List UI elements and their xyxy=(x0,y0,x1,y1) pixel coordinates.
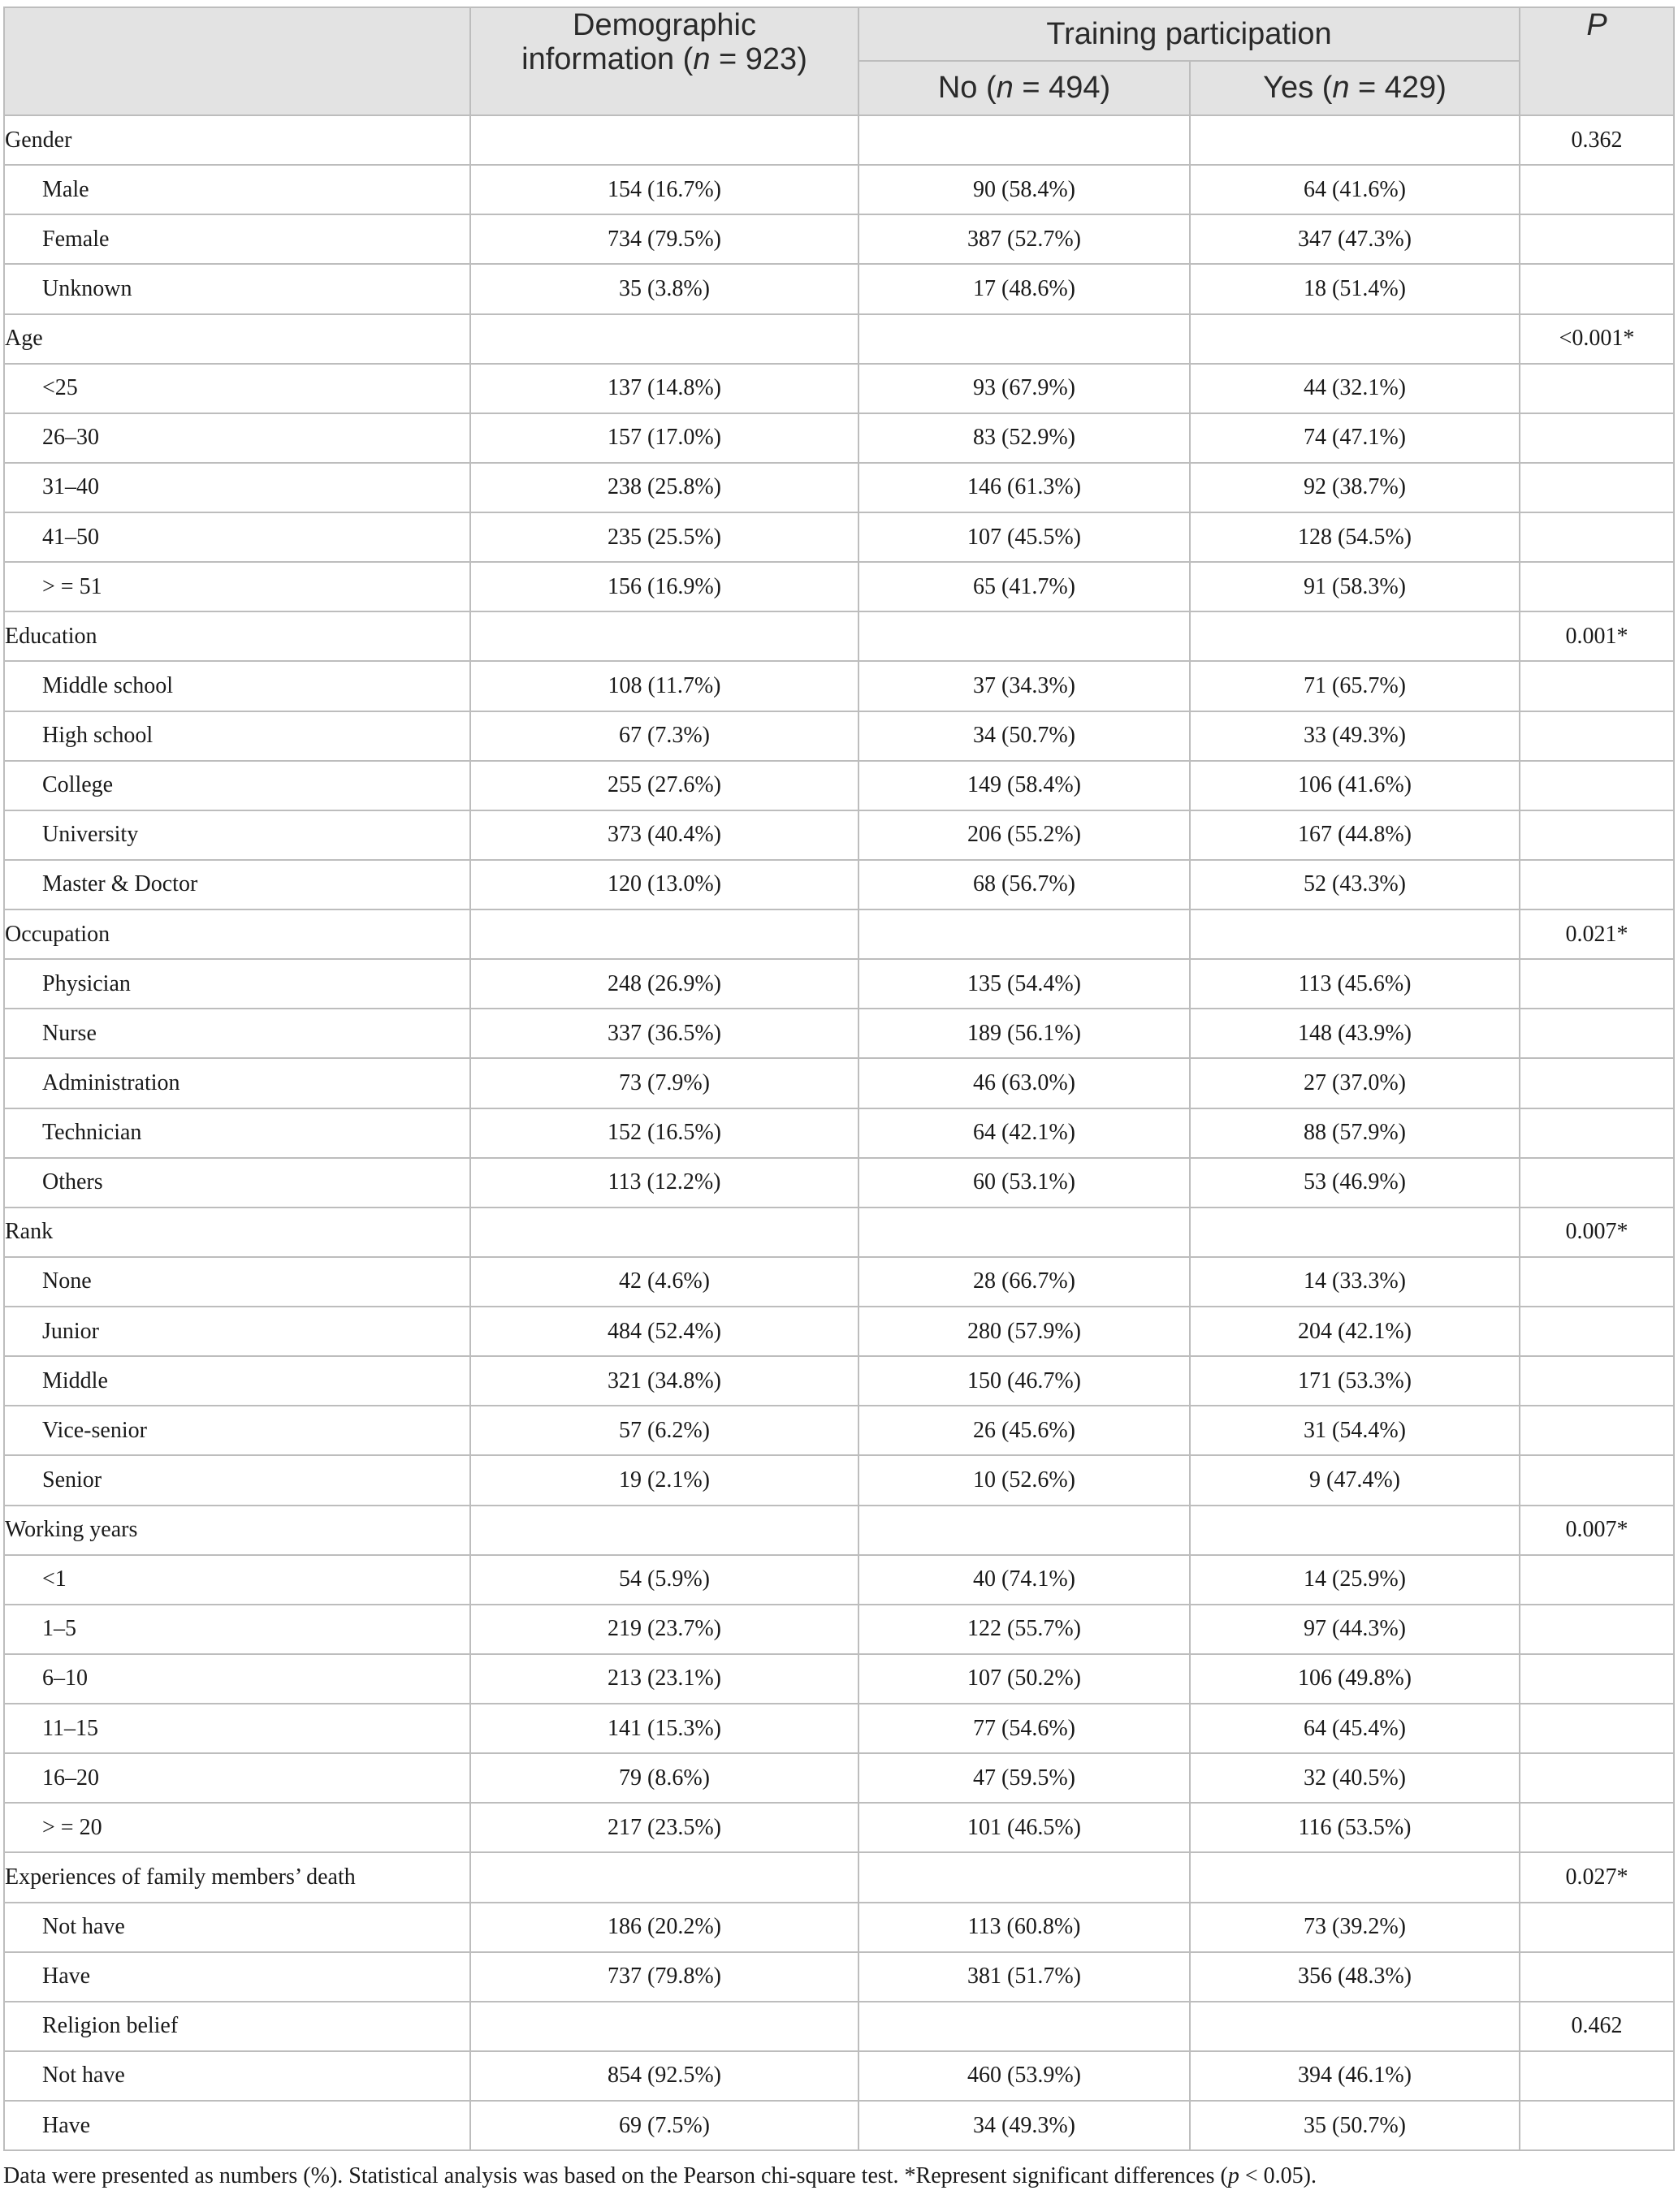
row-label: Working years xyxy=(4,1506,470,1555)
cell-training-no: 90 (58.4%) xyxy=(858,165,1190,214)
table-row xyxy=(4,1406,1674,1455)
table-row xyxy=(4,463,1674,512)
cell-demographic: 154 (16.7%) xyxy=(470,165,858,214)
cell-training-no: 135 (54.4%) xyxy=(858,959,1190,1009)
cell-training-no: 83 (52.9%) xyxy=(858,413,1190,463)
table-row xyxy=(4,1506,1674,1555)
cell-p-value: 0.021* xyxy=(1520,909,1674,959)
cell-training-no: 17 (48.6%) xyxy=(858,264,1190,313)
cell-training-yes: 14 (25.9%) xyxy=(1190,1555,1520,1605)
cell-p-value xyxy=(1520,562,1674,611)
cell-p-value xyxy=(1520,1803,1674,1852)
table-row xyxy=(4,562,1674,611)
footnote xyxy=(3,2163,1673,2189)
row-label: 6–10 xyxy=(4,1654,470,1704)
cell-training-yes: 88 (57.9%) xyxy=(1190,1108,1520,1158)
cell-training-yes: 347 (47.3%) xyxy=(1190,214,1520,264)
cell-p-value: 0.027* xyxy=(1520,1852,1674,1902)
cell-training-no: 26 (45.6%) xyxy=(858,1406,1190,1455)
row-label: Junior xyxy=(4,1307,470,1356)
table-row xyxy=(4,1356,1674,1406)
cell-training-yes: 35 (50.7%) xyxy=(1190,2101,1520,2150)
cell-training-yes: 167 (44.8%) xyxy=(1190,810,1520,860)
footnote-text-before: Data were presented as numbers (%). Statistical analysis was based on the Pearson chi-square test. *Represent significant differences ( xyxy=(3,2163,1228,2188)
cell-p-value xyxy=(1520,214,1674,264)
cell-p-value xyxy=(1520,1257,1674,1307)
cell-training-yes: 33 (49.3%) xyxy=(1190,711,1520,761)
row-label: None xyxy=(4,1257,470,1307)
cell-p-value xyxy=(1520,364,1674,413)
cell-training-no: 65 (41.7%) xyxy=(858,562,1190,611)
cell-demographic: 734 (79.5%) xyxy=(470,214,858,264)
cell-demographic: 238 (25.8%) xyxy=(470,463,858,512)
cell-demographic xyxy=(470,1208,858,1257)
cell-training-no: 28 (66.7%) xyxy=(858,1257,1190,1307)
row-label: Have xyxy=(4,2101,470,2150)
cell-p-value xyxy=(1520,2051,1674,2101)
cell-demographic: 57 (6.2%) xyxy=(470,1406,858,1455)
cell-training-no xyxy=(858,1506,1190,1555)
table-row xyxy=(4,115,1674,165)
table-row xyxy=(4,1108,1674,1158)
cell-training-no xyxy=(858,115,1190,165)
cell-demographic: 484 (52.4%) xyxy=(470,1307,858,1356)
cell-training-no: 47 (59.5%) xyxy=(858,1753,1190,1803)
table-row xyxy=(4,1555,1674,1605)
cell-training-yes: 14 (33.3%) xyxy=(1190,1257,1520,1307)
cell-training-no: 387 (52.7%) xyxy=(858,214,1190,264)
row-label: Unknown xyxy=(4,264,470,313)
row-label: Education xyxy=(4,611,470,661)
table-row xyxy=(4,1058,1674,1108)
cell-p-value xyxy=(1520,463,1674,512)
cell-p-value xyxy=(1520,1903,1674,1952)
cell-training-yes: 53 (46.9%) xyxy=(1190,1158,1520,1208)
table-row xyxy=(4,1257,1674,1307)
cell-training-yes: 106 (49.8%) xyxy=(1190,1654,1520,1704)
row-label: Male xyxy=(4,165,470,214)
cell-training-yes: 31 (54.4%) xyxy=(1190,1406,1520,1455)
table-row xyxy=(4,314,1674,364)
row-label: Have xyxy=(4,1952,470,2002)
footnote-p-symbol: p xyxy=(1227,2163,1239,2188)
cell-training-yes: 44 (32.1%) xyxy=(1190,364,1520,413)
row-label: 41–50 xyxy=(4,512,470,562)
row-label: Age xyxy=(4,314,470,364)
table-row xyxy=(4,512,1674,562)
cell-p-value xyxy=(1520,1555,1674,1605)
header-p-symbol: P xyxy=(1586,8,1607,42)
cell-p-value xyxy=(1520,1108,1674,1158)
cell-p-value xyxy=(1520,1158,1674,1208)
cell-training-no xyxy=(858,1208,1190,1257)
cell-p-value xyxy=(1520,1605,1674,1654)
cell-p-value xyxy=(1520,512,1674,562)
cell-training-no: 64 (42.1%) xyxy=(858,1108,1190,1158)
data-table xyxy=(3,6,1675,2151)
cell-demographic: 35 (3.8%) xyxy=(470,264,858,313)
cell-demographic: 156 (16.9%) xyxy=(470,562,858,611)
row-label: Others xyxy=(4,1158,470,1208)
table-row xyxy=(4,1704,1674,1753)
table-row xyxy=(4,364,1674,413)
table-row xyxy=(4,2051,1674,2101)
cell-training-no: 10 (52.6%) xyxy=(858,1455,1190,1505)
header-no-post: = 494) xyxy=(1013,71,1111,105)
cell-training-yes: 27 (37.0%) xyxy=(1190,1058,1520,1108)
row-label: Middle xyxy=(4,1356,470,1406)
cell-training-yes: 97 (44.3%) xyxy=(1190,1605,1520,1654)
header-no-pre: No ( xyxy=(937,71,997,105)
header-p xyxy=(1520,7,1674,115)
table-header xyxy=(4,7,1674,115)
cell-training-no xyxy=(858,611,1190,661)
cell-demographic: 219 (23.7%) xyxy=(470,1605,858,1654)
cell-p-value: <0.001* xyxy=(1520,314,1674,364)
cell-training-no xyxy=(858,909,1190,959)
cell-training-no: 68 (56.7%) xyxy=(858,860,1190,909)
cell-p-value xyxy=(1520,810,1674,860)
table-row xyxy=(4,165,1674,214)
cell-demographic xyxy=(470,2002,858,2051)
cell-demographic: 54 (5.9%) xyxy=(470,1555,858,1605)
cell-training-yes: 71 (65.7%) xyxy=(1190,661,1520,711)
row-label: 11–15 xyxy=(4,1704,470,1753)
cell-training-yes: 52 (43.3%) xyxy=(1190,860,1520,909)
row-label: College xyxy=(4,761,470,810)
cell-training-yes: 74 (47.1%) xyxy=(1190,413,1520,463)
cell-training-yes: 64 (41.6%) xyxy=(1190,165,1520,214)
cell-p-value: 0.362 xyxy=(1520,115,1674,165)
cell-training-no: 60 (53.1%) xyxy=(858,1158,1190,1208)
cell-demographic: 113 (12.2%) xyxy=(470,1158,858,1208)
cell-p-value: 0.001* xyxy=(1520,611,1674,661)
cell-demographic xyxy=(470,1852,858,1902)
cell-training-yes: 171 (53.3%) xyxy=(1190,1356,1520,1406)
row-label: Not have xyxy=(4,1903,470,1952)
table-row xyxy=(4,2101,1674,2150)
cell-training-no: 381 (51.7%) xyxy=(858,1952,1190,2002)
cell-training-no: 101 (46.5%) xyxy=(858,1803,1190,1852)
cell-training-yes: 64 (45.4%) xyxy=(1190,1704,1520,1753)
cell-training-yes: 91 (58.3%) xyxy=(1190,562,1520,611)
table-row xyxy=(4,810,1674,860)
cell-demographic xyxy=(470,909,858,959)
table-row xyxy=(4,413,1674,463)
row-label: Occupation xyxy=(4,909,470,959)
cell-training-yes: 356 (48.3%) xyxy=(1190,1952,1520,2002)
table-row xyxy=(4,2002,1674,2051)
table-row xyxy=(4,1009,1674,1058)
row-label: High school xyxy=(4,711,470,761)
row-label: > = 51 xyxy=(4,562,470,611)
cell-training-yes: 73 (39.2%) xyxy=(1190,1903,1520,1952)
cell-training-no: 149 (58.4%) xyxy=(858,761,1190,810)
cell-p-value xyxy=(1520,1058,1674,1108)
cell-training-yes xyxy=(1190,1506,1520,1555)
cell-training-yes xyxy=(1190,314,1520,364)
cell-demographic: 120 (13.0%) xyxy=(470,860,858,909)
cell-p-value xyxy=(1520,711,1674,761)
header-yes-pre: Yes ( xyxy=(1263,71,1333,105)
row-label: 26–30 xyxy=(4,413,470,463)
cell-training-yes: 32 (40.5%) xyxy=(1190,1753,1520,1803)
row-label: Senior xyxy=(4,1455,470,1505)
cell-training-no: 77 (54.6%) xyxy=(858,1704,1190,1753)
cell-demographic: 337 (36.5%) xyxy=(470,1009,858,1058)
table-row xyxy=(4,1852,1674,1902)
cell-training-no: 34 (50.7%) xyxy=(858,711,1190,761)
table-row xyxy=(4,860,1674,909)
cell-demographic: 157 (17.0%) xyxy=(470,413,858,463)
cell-demographic: 79 (8.6%) xyxy=(470,1753,858,1803)
row-label: University xyxy=(4,810,470,860)
cell-training-yes: 204 (42.1%) xyxy=(1190,1307,1520,1356)
cell-demographic xyxy=(470,115,858,165)
cell-p-value xyxy=(1520,1753,1674,1803)
header-yes-post: = 429) xyxy=(1349,71,1447,105)
cell-training-yes: 92 (38.7%) xyxy=(1190,463,1520,512)
row-label: 1–5 xyxy=(4,1605,470,1654)
cell-demographic: 213 (23.1%) xyxy=(470,1654,858,1704)
cell-training-no: 113 (60.8%) xyxy=(858,1903,1190,1952)
row-label: <25 xyxy=(4,364,470,413)
cell-training-no xyxy=(858,1852,1190,1902)
cell-p-value xyxy=(1520,1654,1674,1704)
cell-p-value xyxy=(1520,264,1674,313)
table-row xyxy=(4,959,1674,1009)
row-label: Vice-senior xyxy=(4,1406,470,1455)
cell-demographic: 108 (11.7%) xyxy=(470,661,858,711)
cell-training-no: 34 (49.3%) xyxy=(858,2101,1190,2150)
table-row xyxy=(4,1654,1674,1704)
table-row xyxy=(4,1208,1674,1257)
row-label: Gender xyxy=(4,115,470,165)
cell-p-value: 0.462 xyxy=(1520,2002,1674,2051)
cell-p-value xyxy=(1520,2101,1674,2150)
cell-p-value xyxy=(1520,1952,1674,2002)
cell-training-no: 46 (63.0%) xyxy=(858,1058,1190,1108)
row-label: 31–40 xyxy=(4,463,470,512)
header-demographic xyxy=(470,7,858,115)
cell-training-no: 146 (61.3%) xyxy=(858,463,1190,512)
row-label: Not have xyxy=(4,2051,470,2101)
cell-training-yes xyxy=(1190,2002,1520,2051)
table-row xyxy=(4,264,1674,313)
cell-p-value: 0.007* xyxy=(1520,1208,1674,1257)
cell-training-yes: 394 (46.1%) xyxy=(1190,2051,1520,2101)
cell-training-yes xyxy=(1190,909,1520,959)
cell-training-no: 460 (53.9%) xyxy=(858,2051,1190,2101)
cell-p-value xyxy=(1520,1307,1674,1356)
cell-training-yes: 148 (43.9%) xyxy=(1190,1009,1520,1058)
cell-p-value xyxy=(1520,860,1674,909)
cell-training-yes xyxy=(1190,1208,1520,1257)
table-row xyxy=(4,1952,1674,2002)
row-label: Middle school xyxy=(4,661,470,711)
row-label: Experiences of family members’ death xyxy=(4,1852,470,1902)
cell-demographic: 186 (20.2%) xyxy=(470,1903,858,1952)
cell-demographic: 248 (26.9%) xyxy=(470,959,858,1009)
cell-p-value xyxy=(1520,165,1674,214)
cell-p-value xyxy=(1520,413,1674,463)
cell-training-no xyxy=(858,314,1190,364)
cell-training-yes: 9 (47.4%) xyxy=(1190,1455,1520,1505)
cell-p-value xyxy=(1520,1704,1674,1753)
cell-training-yes xyxy=(1190,611,1520,661)
row-label: Rank xyxy=(4,1208,470,1257)
cell-demographic: 737 (79.8%) xyxy=(470,1952,858,2002)
header-yes xyxy=(1190,61,1520,115)
cell-demographic: 42 (4.6%) xyxy=(470,1257,858,1307)
header-no-n: n xyxy=(996,71,1014,105)
cell-p-value xyxy=(1520,761,1674,810)
cell-demographic: 854 (92.5%) xyxy=(470,2051,858,2101)
header-demographic-n: n xyxy=(693,42,711,76)
row-label: Religion belief xyxy=(4,2002,470,2051)
cell-demographic: 373 (40.4%) xyxy=(470,810,858,860)
cell-demographic: 137 (14.8%) xyxy=(470,364,858,413)
cell-training-no: 122 (55.7%) xyxy=(858,1605,1190,1654)
header-demographic-line2-pre: information ( xyxy=(521,42,694,76)
cell-training-no: 37 (34.3%) xyxy=(858,661,1190,711)
cell-p-value xyxy=(1520,1455,1674,1505)
cell-demographic: 73 (7.9%) xyxy=(470,1058,858,1108)
cell-demographic: 321 (34.8%) xyxy=(470,1356,858,1406)
table-row xyxy=(4,1753,1674,1803)
table-row xyxy=(4,214,1674,264)
cell-p-value xyxy=(1520,1356,1674,1406)
row-label: 16–20 xyxy=(4,1753,470,1803)
header-yes-n: n xyxy=(1332,71,1350,105)
cell-p-value xyxy=(1520,959,1674,1009)
table-row xyxy=(4,711,1674,761)
table-row xyxy=(4,909,1674,959)
cell-training-yes: 128 (54.5%) xyxy=(1190,512,1520,562)
header-demographic-line1: Demographic xyxy=(573,8,756,42)
row-label: Physician xyxy=(4,959,470,1009)
cell-training-no: 107 (50.2%) xyxy=(858,1654,1190,1704)
row-label: Administration xyxy=(4,1058,470,1108)
cell-training-no: 107 (45.5%) xyxy=(858,512,1190,562)
cell-p-value: 0.007* xyxy=(1520,1506,1674,1555)
table-row xyxy=(4,1903,1674,1952)
cell-demographic: 19 (2.1%) xyxy=(470,1455,858,1505)
cell-demographic: 67 (7.3%) xyxy=(470,711,858,761)
header-no xyxy=(858,61,1190,115)
table-row xyxy=(4,1605,1674,1654)
cell-training-yes: 113 (45.6%) xyxy=(1190,959,1520,1009)
cell-training-no xyxy=(858,2002,1190,2051)
header-label-blank xyxy=(4,7,470,115)
cell-training-no: 40 (74.1%) xyxy=(858,1555,1190,1605)
header-training: Training participation xyxy=(858,7,1520,61)
table-row xyxy=(4,661,1674,711)
cell-training-yes: 116 (53.5%) xyxy=(1190,1803,1520,1852)
table-row xyxy=(4,611,1674,661)
cell-demographic: 152 (16.5%) xyxy=(470,1108,858,1158)
cell-training-no: 189 (56.1%) xyxy=(858,1009,1190,1058)
cell-demographic xyxy=(470,611,858,661)
cell-demographic xyxy=(470,1506,858,1555)
cell-training-no: 206 (55.2%) xyxy=(858,810,1190,860)
cell-training-yes: 18 (51.4%) xyxy=(1190,264,1520,313)
row-label: Technician xyxy=(4,1108,470,1158)
row-label: Nurse xyxy=(4,1009,470,1058)
table-row xyxy=(4,1803,1674,1852)
cell-training-yes xyxy=(1190,115,1520,165)
footnote-text-after: < 0.05). xyxy=(1239,2163,1317,2188)
cell-demographic xyxy=(470,314,858,364)
cell-p-value xyxy=(1520,1406,1674,1455)
cell-demographic: 255 (27.6%) xyxy=(470,761,858,810)
cell-demographic: 235 (25.5%) xyxy=(470,512,858,562)
cell-training-no: 93 (67.9%) xyxy=(858,364,1190,413)
cell-demographic: 217 (23.5%) xyxy=(470,1803,858,1852)
table-row xyxy=(4,1158,1674,1208)
header-demographic-line2-post: = 923) xyxy=(710,42,807,76)
table-row xyxy=(4,1307,1674,1356)
row-label: <1 xyxy=(4,1555,470,1605)
cell-p-value xyxy=(1520,661,1674,711)
cell-p-value xyxy=(1520,1009,1674,1058)
cell-demographic: 141 (15.3%) xyxy=(470,1704,858,1753)
cell-training-no: 280 (57.9%) xyxy=(858,1307,1190,1356)
row-label: Master & Doctor xyxy=(4,860,470,909)
table-row xyxy=(4,1455,1674,1505)
row-label: Female xyxy=(4,214,470,264)
cell-training-yes xyxy=(1190,1852,1520,1902)
table-row xyxy=(4,761,1674,810)
cell-training-no: 150 (46.7%) xyxy=(858,1356,1190,1406)
row-label: > = 20 xyxy=(4,1803,470,1852)
cell-demographic: 69 (7.5%) xyxy=(470,2101,858,2150)
cell-training-yes: 106 (41.6%) xyxy=(1190,761,1520,810)
table-body xyxy=(4,115,1674,2150)
